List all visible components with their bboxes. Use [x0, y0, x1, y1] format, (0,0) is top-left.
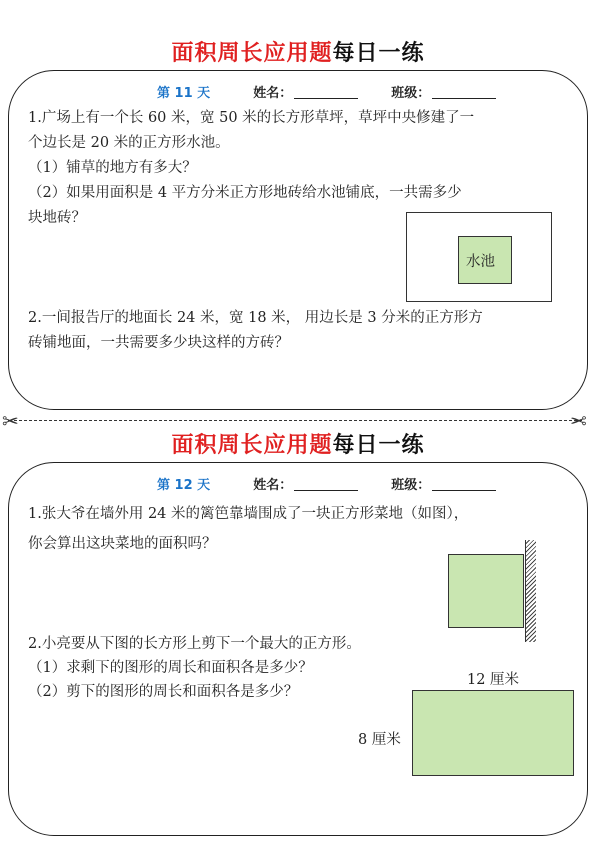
rectangle-height-label: 8 厘米: [358, 732, 401, 748]
pool-label: 水池: [466, 254, 495, 270]
worksheet-title-2: [0, 428, 596, 459]
info-row-2: [157, 474, 496, 493]
name-label: 姓名：: [253, 86, 293, 101]
question-1-line-1: 1.张大爷在墙外用 24 米的篱笆靠墙围成了一块正方形菜地（如图），: [28, 506, 469, 522]
wall-hatch: [525, 540, 536, 642]
day-label: 第 12 天: [157, 478, 211, 493]
paper-rectangle: [412, 690, 574, 776]
question-2-line-1: 2.一间报告厅的地面长 24 米，宽 18 米， 用边长是 3 分米的正方形方: [28, 310, 483, 326]
cut-line: [14, 420, 582, 421]
scissors-icon: ✂: [2, 409, 19, 433]
title-black-part: 每日一练: [332, 433, 425, 458]
question-1-sub-2-line-2: 块地砖？: [28, 210, 86, 226]
question-2-sub-1: （1）求剩下的图形的周长和面积各是多少？: [28, 660, 313, 676]
class-label: 班级：: [391, 478, 431, 493]
day-label: 第 11 天: [157, 86, 211, 101]
vegetable-plot-square: [448, 554, 524, 628]
name-blank[interactable]: [294, 490, 358, 491]
question-1-line-2: 个边长是 20 米的正方形水池。: [28, 135, 230, 151]
rectangle-width-label: 12 厘米: [467, 672, 520, 688]
class-label: 班级：: [391, 86, 431, 101]
scissors-icon: ✂: [570, 409, 587, 433]
question-2-line-1: 2.小亮要从下图的长方形上剪下一个最大的正方形。: [28, 636, 361, 652]
name-blank[interactable]: [294, 98, 358, 99]
question-2-line-2: 砖铺地面，一共需要多少块这样的方砖？: [28, 335, 289, 351]
question-1-line-2: 你会算出这块菜地的面积吗？: [28, 536, 217, 552]
class-blank[interactable]: [432, 98, 496, 99]
question-1-line-1: 1.广场上有一个长 60 米，宽 50 米的长方形草坪，草坪中央修建了一: [28, 110, 475, 126]
title-black-part: 每日一练: [332, 41, 425, 66]
info-row-1: [157, 82, 496, 101]
title-red-part: 面积周长应用题: [171, 433, 333, 458]
class-blank[interactable]: [432, 490, 496, 491]
name-label: 姓名：: [253, 478, 293, 493]
question-2-sub-2: （2）剪下的图形的周长和面积各是多少？: [28, 684, 299, 700]
title-red-part: 面积周长应用题: [171, 41, 333, 66]
question-1-sub-2-line-1: （2）如果用面积是 4 平方分米正方形地砖给水池铺底，一共需多少: [28, 185, 462, 201]
worksheet-title-1: [0, 36, 596, 67]
question-1-sub-1: （1）铺草的地方有多大？: [28, 160, 197, 176]
